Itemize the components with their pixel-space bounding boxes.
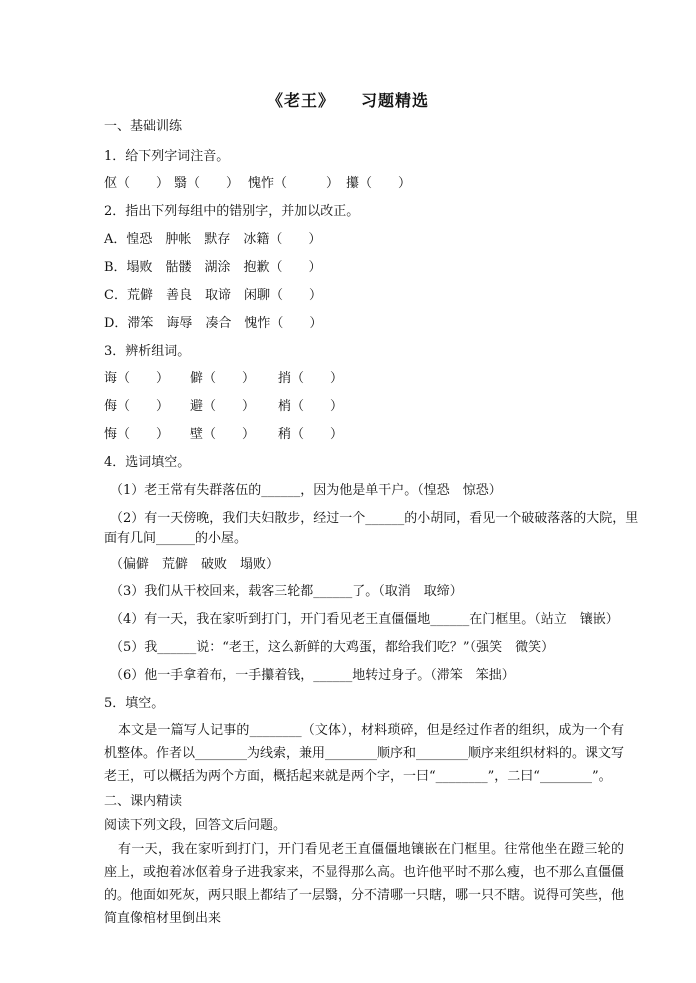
- q4-sentence-4: （4）有一天，我在家听到打门，开门看见老王直僵僵地______在门框里。（站立 镶嵌）: [110, 612, 619, 627]
- q2-option-d: D．滞笨 诲辱 凑合 愧怍（ ）: [104, 316, 323, 331]
- q4-stem: 4．选词填空。: [104, 455, 191, 470]
- q4-sentence-2a: （2）有一天傍晚，我们夫妇散步，经过一个______的小胡同，看见一个破破落落的大院，里: [110, 511, 639, 526]
- q1-stem: 1．给下列字词注音。: [104, 149, 230, 164]
- q5-text: 本文是一篇写人记事的________（文体），材料琐碎，但是经过作者的组织，成为一个有机整体。作者以________为线索，兼用________顺序和________顺序来组织材料的。课文写老王，可以概括为两个方面，概括起来就是两个字，一曰“________”，二曰“________”。: [104, 723, 625, 784]
- q1-item: 翳（ ）: [174, 176, 240, 191]
- q5-stem: 5．填空。: [104, 696, 165, 711]
- q3-item: 避（ ）: [190, 399, 256, 414]
- q3-item: 捎（ ）: [278, 371, 344, 386]
- q3-item: 壁（ ）: [190, 427, 256, 442]
- q2-stem: 2．指出下列每组中的错别字，并加以改正。: [104, 204, 360, 219]
- q3-row: [104, 398, 624, 416]
- q2-option-c: C．荒僻 善良 取谛 闲聊（ ）: [104, 288, 322, 303]
- q3-item: 侮（ ）: [104, 399, 170, 414]
- q2-option-b: B．塌败 骷髅 湖涂 抱歉（ ）: [104, 260, 322, 275]
- q4-sentence-1: （1）老王常有失群落伍的______，因为他是单干户。（惶恐 惊恐）: [110, 483, 502, 498]
- q4-sentence-6: （6）他一手拿着布，一手攥着钱，______地转过身子。（滞笨 笨拙）: [110, 668, 515, 683]
- section1-heading: 一、基础训练: [104, 119, 183, 134]
- q3-item: 僻（ ）: [190, 371, 256, 386]
- q3-stem: 3．辨析组词。: [104, 344, 191, 359]
- section2-instruction: 阅读下列文段，回答文后问题。: [104, 818, 287, 833]
- q4-sentence-5: （5）我______说：“老王，这么新鲜的大鸡蛋，都给我们吃？”（强笑 微笑）: [110, 640, 555, 655]
- q4-sentence-3: （3）我们从干校回来，载客三轮都______了。（取消 取缔）: [110, 584, 463, 599]
- q4-sentence-2-options: （偏僻 荒僻 破败 塌败）: [110, 557, 280, 572]
- q3-item: 稍（ ）: [278, 427, 344, 442]
- q3-item: 诲（ ）: [104, 371, 170, 386]
- section2-heading: 二、课内精读: [104, 794, 183, 809]
- q3-row: [104, 370, 624, 388]
- q1-item: 伛（ ）: [104, 176, 170, 191]
- q1-items: [104, 175, 624, 193]
- q1-item: 愧怍（ ）: [248, 176, 340, 191]
- q3-item: 梢（ ）: [278, 399, 344, 414]
- q4-sentence-2b: 面有几间______的小屋。: [104, 531, 248, 546]
- q2-option-a: A．惶恐 肿帐 默存 冰籍（ ）: [104, 232, 322, 247]
- section2-passage: 有一天，我在家听到打门，开门看见老王直僵僵地镶嵌在门框里。往常他坐在蹬三轮的座上，或抱着冰伛着身子进我家来，不显得那么高。也许他平时不那么瘦，也不那么直僵僵的。他面如死灰，两只眼上都结了一层翳，分不清哪一只瞎，哪一只不瞎。说得可笑些，他简直像棺材里倒出来: [104, 842, 625, 926]
- q3-row: [104, 426, 624, 444]
- q3-item: 悔（ ）: [104, 427, 170, 442]
- page-title: 《老王》 习题精选: [266, 91, 429, 110]
- q1-item: 攥（ ）: [346, 176, 412, 191]
